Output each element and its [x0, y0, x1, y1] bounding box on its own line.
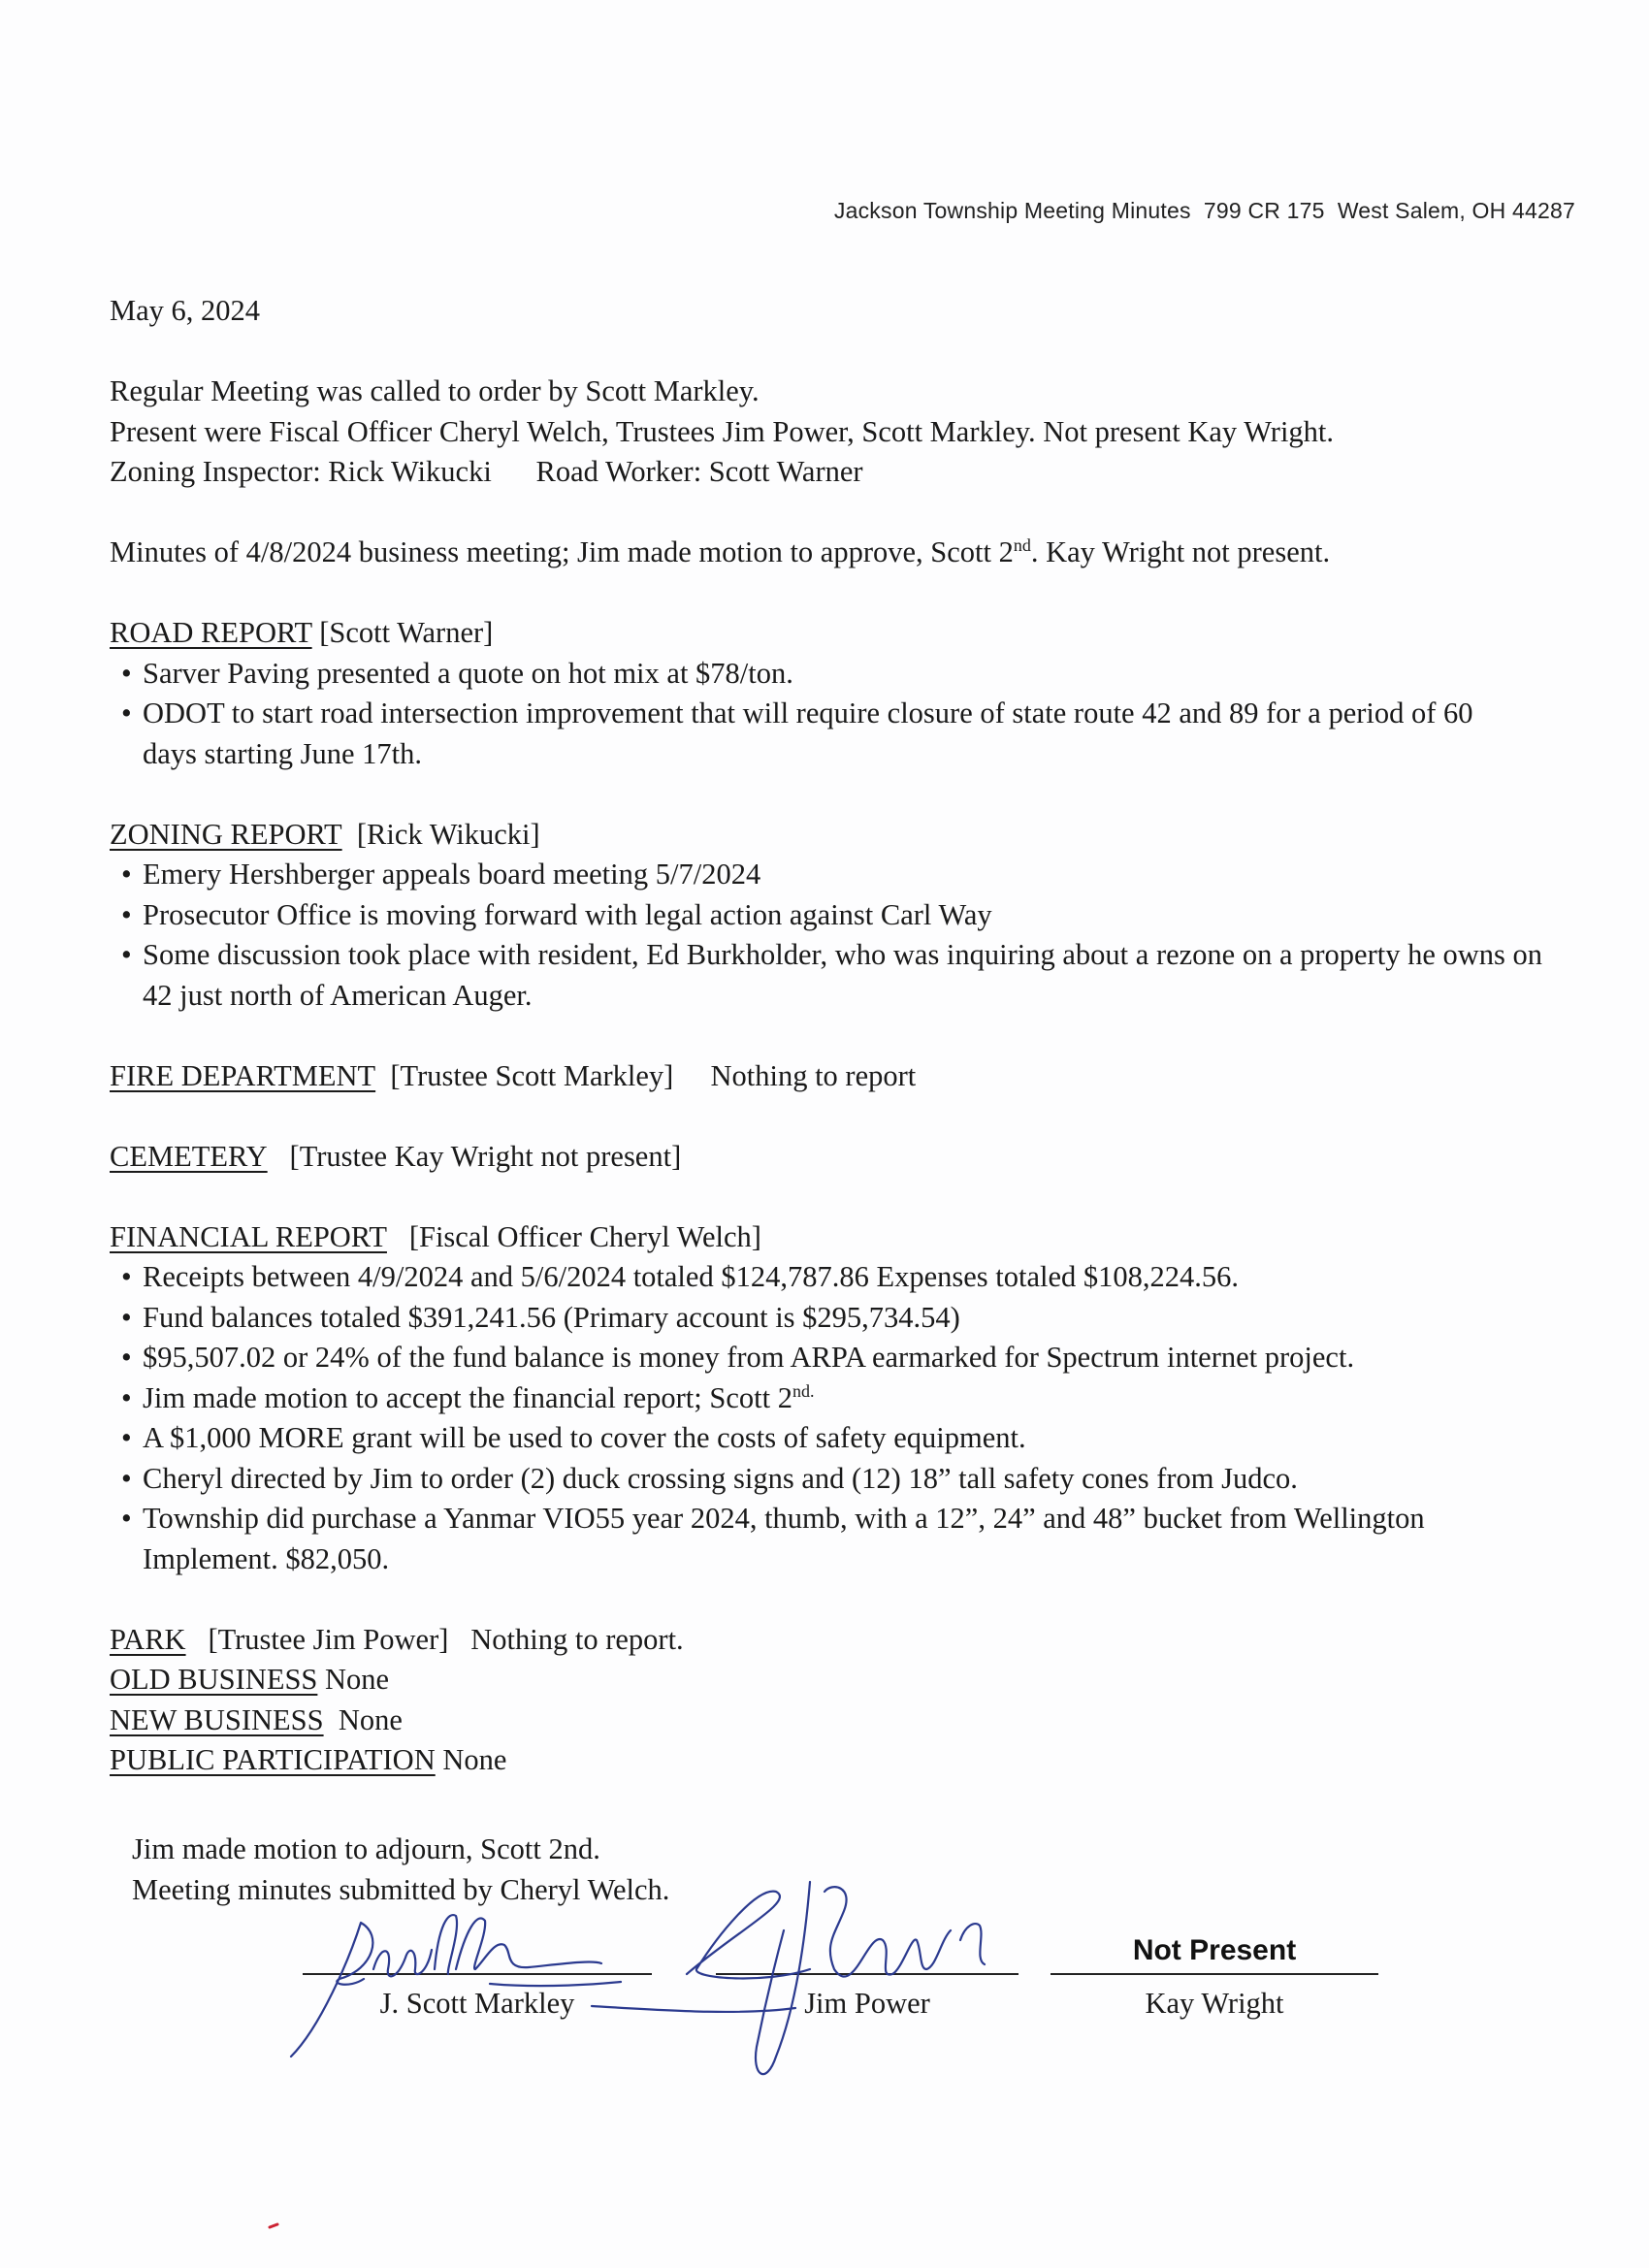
minutes-body: [110, 291, 1584, 1781]
park-title: PARK: [110, 1622, 186, 1656]
attendance: Present were Fiscal Officer Cheryl Welch, Trustees Jim Power, Scott Markley. Not present Kay Wright.: [110, 414, 1335, 448]
fire-department-note: Nothing to report: [710, 1058, 917, 1092]
park-note: Nothing to report.: [470, 1622, 684, 1656]
public-participation-line: [110, 1740, 1584, 1781]
fire-department-line: [110, 1056, 1584, 1097]
signature-line-markley: [303, 1973, 652, 2051]
road-report-reporter: [Scott Warner]: [319, 616, 494, 649]
park-reporter: [Trustee Jim Power]: [208, 1622, 449, 1656]
list-item: • Fund balances totaled $391,241.56 (Primary account is $295,734.54): [143, 1298, 1584, 1339]
list-item: • A $1,000 MORE grant will be used to cover the costs of safety equipment.: [143, 1418, 1584, 1459]
financial-report-list: [110, 1257, 1584, 1579]
adjourn-motion: Jim made motion to adjourn, Scott 2nd.: [132, 1832, 600, 1865]
list-item: • Some discussion took place with resident, Ed Burkholder, who was inquiring about a rezone on a property he owns on 42 just north of American Auger.: [143, 935, 1584, 1016]
public-participation-note: None: [442, 1743, 507, 1776]
cemetery-reporter: [Trustee Kay Wright not present]: [289, 1139, 682, 1173]
staff-line: [110, 452, 1584, 493]
road-report-heading: [110, 613, 1584, 654]
list-item: • Receipts between 4/9/2024 and 5/6/2024 totaled $124,787.86 Expenses totaled $108,224.56.: [143, 1257, 1584, 1298]
minutes-approval: [110, 533, 1584, 573]
cemetery-title: CEMETERY: [110, 1139, 268, 1173]
signature-line-wright: [1051, 1973, 1378, 2051]
call-to-order: Regular Meeting was called to order by Scott Markley.: [110, 374, 760, 407]
not-present-label: Not Present: [1132, 1934, 1297, 1966]
minutes-approval-text: Minutes of 4/8/2024 business meeting; Jim made motion to approve, Scott 2: [110, 535, 1014, 568]
list-item: • ODOT to start road intersection improvement that will require closure of state route 42 and 89 for a period of 60 days starting June 17th.: [143, 694, 1584, 774]
header-address: 799 CR 175: [1203, 198, 1325, 223]
financial-report-reporter: [Fiscal Officer Cheryl Welch]: [408, 1219, 761, 1253]
list-item: • Township did purchase a Yanmar VIO55 year 2024, thumb, with a 12”, 24” and 48” bucket from Wellington Implement. $82,050.: [143, 1499, 1584, 1579]
old-business-note: None: [325, 1663, 390, 1696]
new-business-note: None: [338, 1702, 403, 1736]
list-item: • Emery Hershberger appeals board meeting 5/7/2024: [143, 855, 1584, 895]
header-city: West Salem, OH 44287: [1337, 198, 1575, 223]
road-report-title: ROAD REPORT: [110, 616, 312, 649]
fire-department-title: FIRE DEPARTMENT: [110, 1058, 376, 1092]
zoning-report-reporter: [Rick Wikucki]: [356, 817, 540, 851]
list-item: • Sarver Paving presented a quote on hot mix at $78/ton.: [143, 654, 1584, 695]
old-business-title: OLD BUSINESS: [110, 1663, 318, 1696]
financial-report-title: FINANCIAL REPORT: [110, 1219, 387, 1253]
signature-line-power: [716, 1973, 1018, 2051]
document-header: [834, 198, 1575, 224]
road-worker: Road Worker: Scott Warner: [535, 455, 863, 488]
zoning-report-heading: [110, 815, 1584, 856]
signer-name-markley: J. Scott Markley: [379, 1987, 575, 2020]
list-item: • Prosecutor Office is moving forward with legal action against Carl Way: [143, 895, 1584, 936]
list-item: • $95,507.02 or 24% of the fund balance is money from ARPA earmarked for Spectrum internet project.: [143, 1338, 1584, 1378]
meeting-date: May 6, 2024: [110, 294, 261, 327]
signer-name-power: Jim Power: [804, 1987, 930, 2020]
cemetery-line: [110, 1137, 1584, 1178]
new-business-line: [110, 1701, 1584, 1741]
submitted-by: Meeting minutes submitted by Cheryl Welch.: [132, 1872, 670, 1906]
zoning-report-title: ZONING REPORT: [110, 817, 342, 851]
minutes-approval-after: . Kay Wright not present.: [1030, 535, 1331, 568]
old-business-line: [110, 1660, 1584, 1701]
signer-name-wright: Kay Wright: [1145, 1987, 1284, 2020]
list-item: • Cheryl directed by Jim to order (2) duck crossing signs and (12) 18” tall safety cones from Judco.: [143, 1459, 1584, 1500]
park-line: [110, 1620, 1584, 1661]
road-report-list: [110, 654, 1584, 775]
closing-block: [132, 1830, 669, 1910]
new-business-title: NEW BUSINESS: [110, 1702, 324, 1736]
financial-report-heading: [110, 1217, 1584, 1258]
list-item: • Jim made motion to accept the financial report; Scott $2^{nd.}$: [143, 1378, 1584, 1419]
minutes-approval-sup: nd: [1013, 535, 1031, 555]
public-participation-title: PUBLIC PARTICIPATION: [110, 1743, 436, 1776]
fire-department-reporter: [Trustee Scott Markley]: [390, 1058, 674, 1092]
zoning-inspector: Zoning Inspector: Rick Wikucki: [110, 455, 492, 488]
header-title: Jackson Township Meeting Minutes: [833, 198, 1191, 223]
zoning-report-list: [110, 855, 1584, 1016]
